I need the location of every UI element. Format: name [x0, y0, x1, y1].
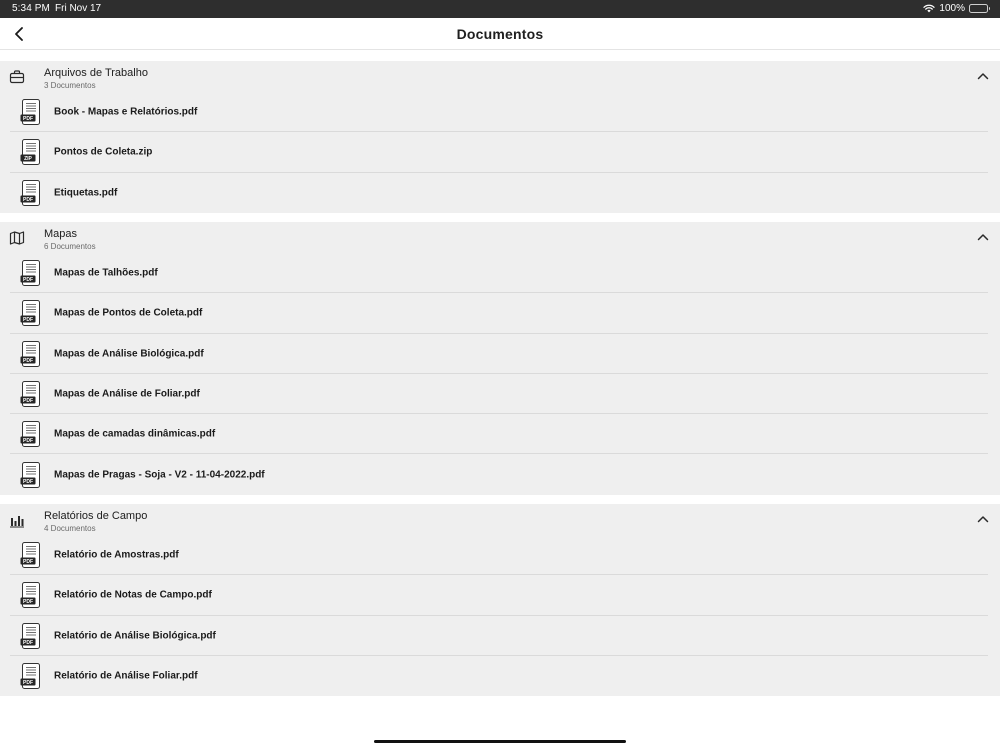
document-name: Relatório de Análise Biológica.pdf	[54, 630, 216, 642]
document-row[interactable]	[0, 374, 1000, 414]
document-name: Relatório de Análise Foliar.pdf	[54, 670, 198, 682]
document-row[interactable]	[0, 293, 1000, 333]
document-row[interactable]	[0, 575, 1000, 615]
svg-text:PDF: PDF	[23, 277, 33, 284]
section-count: 3 Documentos	[44, 81, 96, 90]
section-mapas	[0, 222, 1000, 495]
pdf-file-icon	[20, 300, 42, 326]
document-row[interactable]	[0, 92, 1000, 132]
svg-text:PDF: PDF	[23, 639, 33, 646]
home-indicator[interactable]	[374, 740, 626, 743]
document-row[interactable]	[0, 454, 1000, 494]
svg-text:ZIP: ZIP	[24, 156, 32, 163]
map-icon	[9, 230, 25, 246]
pdf-file-icon	[20, 623, 42, 649]
document-name: Mapas de Pragas - Soja - V2 - 11-04-2022.pdf	[54, 469, 265, 481]
page-title: Documentos	[456, 26, 544, 42]
document-name: Relatório de Amostras.pdf	[54, 549, 179, 561]
pdf-file-icon	[20, 421, 42, 447]
document-name: Book - Mapas e Relatórios.pdf	[54, 106, 198, 118]
wifi-icon	[923, 4, 935, 13]
pdf-file-icon	[20, 462, 42, 488]
svg-text:PDF: PDF	[23, 478, 33, 485]
svg-text:PDF: PDF	[23, 438, 33, 445]
chevron-up-icon[interactable]	[977, 514, 989, 524]
briefcase-icon	[9, 69, 25, 85]
svg-text:PDF: PDF	[23, 680, 33, 687]
document-row[interactable]	[0, 535, 1000, 575]
document-row[interactable]	[0, 616, 1000, 656]
svg-text:PDF: PDF	[23, 196, 33, 203]
svg-text:PDF: PDF	[23, 398, 33, 405]
section-header[interactable]	[0, 504, 1000, 535]
document-row[interactable]	[0, 132, 1000, 172]
pdf-file-icon	[20, 341, 42, 367]
document-name: Mapas de camadas dinâmicas.pdf	[54, 428, 216, 440]
status-right	[923, 3, 988, 14]
svg-text:PDF: PDF	[23, 317, 33, 324]
section-relatorios-de-campo	[0, 504, 1000, 696]
document-name: Mapas de Análise Biológica.pdf	[54, 348, 204, 360]
svg-text:PDF: PDF	[23, 357, 33, 364]
section-header[interactable]	[0, 222, 1000, 253]
section-title: Arquivos de Trabalho	[44, 67, 148, 79]
document-name: Etiquetas.pdf	[54, 187, 118, 199]
section-count: 6 Documentos	[44, 242, 96, 251]
chevron-up-icon[interactable]	[977, 232, 989, 242]
battery-icon	[969, 4, 988, 13]
battery-percent: 100%	[939, 3, 965, 14]
pdf-file-icon	[20, 663, 42, 689]
pdf-file-icon	[20, 381, 42, 407]
status-time: 5:34 PM	[12, 3, 50, 14]
document-name: Mapas de Análise de Foliar.pdf	[54, 388, 200, 400]
document-row[interactable]	[0, 414, 1000, 454]
bar-chart-icon	[9, 512, 25, 528]
chevron-up-icon[interactable]	[977, 71, 989, 81]
section-title: Relatórios de Campo	[44, 510, 148, 522]
svg-text:PDF: PDF	[23, 116, 33, 123]
section-arquivos-de-trabalho	[0, 61, 1000, 213]
document-row[interactable]	[0, 253, 1000, 293]
zip-file-icon	[20, 139, 42, 165]
document-name: Mapas de Talhões.pdf	[54, 267, 158, 279]
status-date: Fri Nov 17	[55, 3, 102, 14]
status-bar	[0, 0, 1000, 18]
document-row[interactable]	[0, 656, 1000, 696]
svg-text:PDF: PDF	[23, 559, 33, 566]
document-row[interactable]	[0, 173, 1000, 213]
document-name: Pontos de Coleta.zip	[54, 146, 153, 158]
svg-text:PDF: PDF	[23, 599, 33, 606]
document-name: Mapas de Pontos de Coleta.pdf	[54, 307, 203, 319]
pdf-file-icon	[20, 99, 42, 125]
pdf-file-icon	[20, 180, 42, 206]
section-title: Mapas	[44, 228, 78, 240]
pdf-file-icon	[20, 260, 42, 286]
pdf-file-icon	[20, 582, 42, 608]
document-name: Relatório de Notas de Campo.pdf	[54, 589, 212, 601]
section-header[interactable]	[0, 61, 1000, 92]
pdf-file-icon	[20, 542, 42, 568]
document-row[interactable]	[0, 334, 1000, 374]
section-count: 4 Documentos	[44, 524, 96, 533]
navigation-bar	[0, 18, 1000, 50]
